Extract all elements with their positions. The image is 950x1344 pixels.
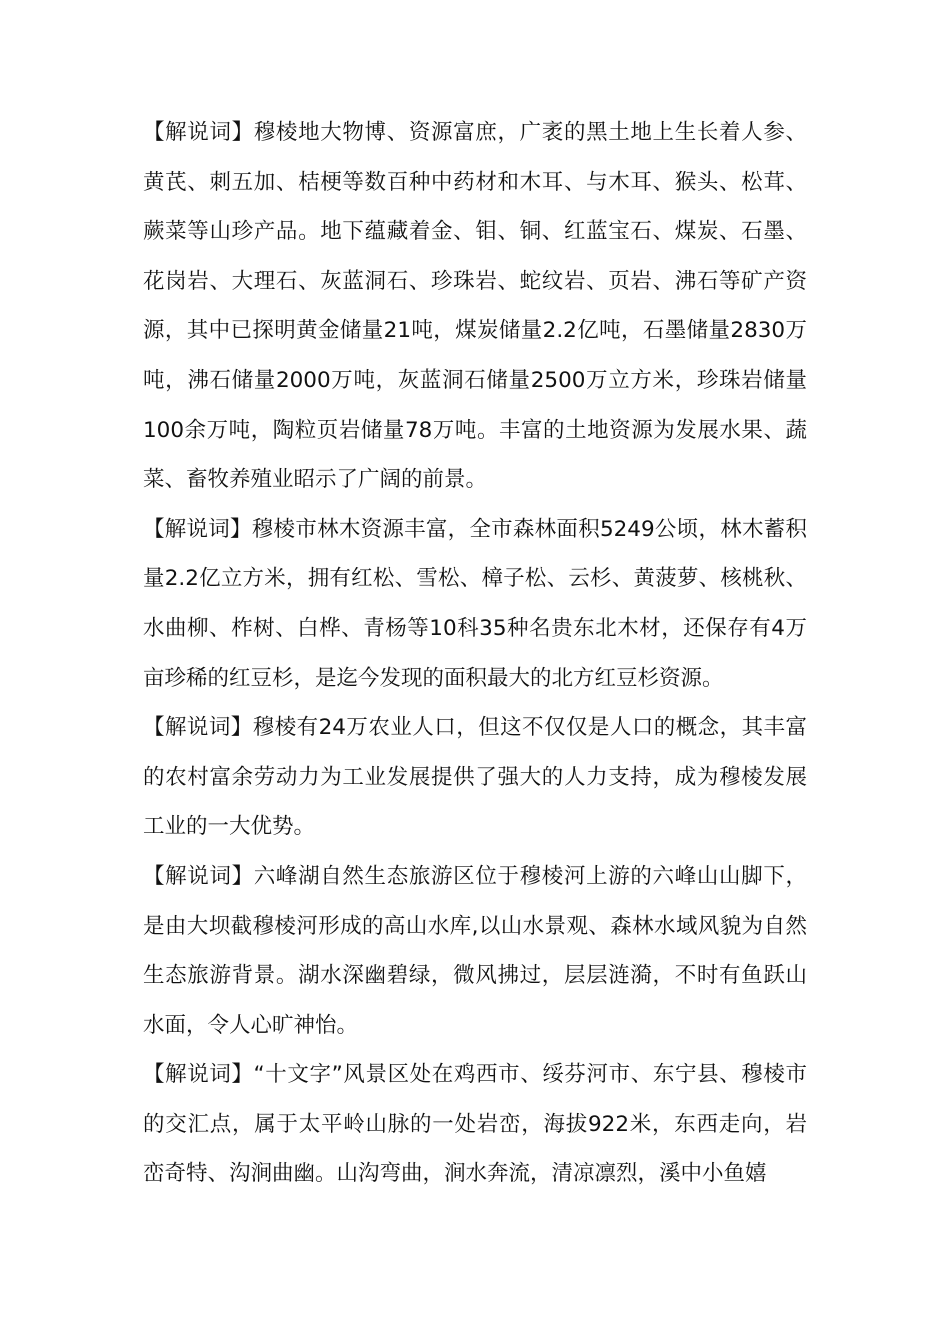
paragraph-shiwenzi-scenic-area: 【解说词】“十文字”风景区处在鸡西市、绥芬河市、东宁县、穆棱市的交汇点，属于太平岭山脉的一处岩峦，海拔922米，东西走向，岩峦奇特、沟涧曲幽。山沟弯曲，涧水奔流，清凉凛烈，溪中小鱼嬉 xyxy=(143,1062,807,1187)
document-body xyxy=(143,108,807,1199)
paragraph-forestry: 【解说词】穆棱市林木资源丰富，全市森林面积5249公顷，林木蓄积量2.2亿立方米，拥有红松、雪松、樟子松、云杉、黄菠萝、核桃秋、水曲柳、柞树、白桦、青杨等10科35种名贵东北木材，还保存有4万亩珍稀的红豆杉，是迄今发现的面积最大的北方红豆杉资源。 xyxy=(143,516,807,691)
paragraph-resources: 【解说词】穆棱地大物博、资源富庶，广袤的黑土地上生长着人参、黄芪、刺五加、桔梗等数百种中药材和木耳、与木耳、猴头、松茸、蕨菜等山珍产品。地下蕴藏着金、钼、铜、红蓝宝石、煤炭、石墨、花岗岩、大理石、灰蓝洞石、珍珠岩、蛇纹岩、页岩、沸石等矿产资源，其中已探明黄金储量21吨，煤炭储量2.2亿吨，石墨储量2830万吨，沸石储量2000万吨，灰蓝洞石储量2500万立方米，珍珠岩储量100余万吨，陶粒页岩储量78万吨。丰富的土地资源为发展水果、蔬菜、畜牧养殖业昭示了广阔的前景。 xyxy=(143,120,807,493)
paragraph-liufeng-lake: 【解说词】六峰湖自然生态旅游区位于穆棱河上游的六峰山山脚下，是由大坝截穆棱河形成的高山水库,以山水景观、森林水域风貌为自然生态旅游背景。湖水深幽碧绿，微风拂过，层层涟漪，不时有鱼跃山水面，令人心旷神怡。 xyxy=(143,863,807,1038)
paragraph-population: 【解说词】穆棱有24万农业人口，但这不仅仅是人口的概念，其丰富的农村富余劳动力为工业发展提供了强大的人力支持，成为穆棱发展工业的一大优势。 xyxy=(143,715,807,840)
